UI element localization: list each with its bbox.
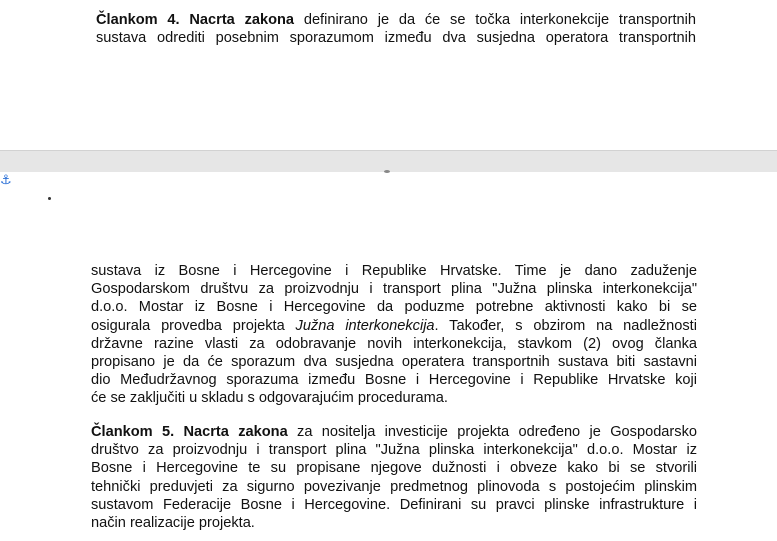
text-line: će se zaključiti u skladu s odgovarajućim procedurama. (91, 390, 448, 407)
text-line: sustava iz Bosne i Hercegovine i Republike Hrvatske. Time je dano zaduženje (91, 263, 697, 279)
scan-speck (384, 170, 390, 173)
text-line: sustava odrediti posebnim sporazumom između dva susjedna operatora transportnih (96, 30, 696, 47)
scan-speck (48, 197, 51, 200)
text-line: način realizacije projekta. (91, 515, 255, 532)
project-name: Južna interkonekcija (295, 317, 435, 334)
text-line (91, 423, 697, 441)
paragraph-continuation (91, 262, 697, 408)
text-run: osigurala provedba projekta (91, 317, 296, 334)
text-line: d.o.o. Mostar iz Bosne i Hercegovine da poduzme potrebne aktivnosti kako bi se (91, 299, 697, 316)
text-line: tehnički preduvjeti za sigurno povezivanje predmetnog plinovoda s postojećim plinskim (91, 478, 697, 495)
text-line: Gospodarskom društvu za proizvodnju i transport plina "Južna plinska interkonekcija" (91, 281, 697, 298)
text-line: društvo za proizvodnju i transport plina "Južna plinska interkonekcija" d.o.o. Mostar iz (91, 442, 697, 459)
text-line: Bosne i Hercegovine te su propisane njegove dužnosti i obveze kako bi se stvorili (91, 460, 697, 477)
text-line: propisano je da će sporazum dva susjedna operatera transportnih sustava biti sastavni (91, 354, 697, 371)
text-line: sustavom Federacije Bosne i Hercegovine. Definirani su pravci plinske infrastrukture i (91, 496, 697, 513)
paragraph-clanak-5 (91, 423, 697, 532)
article-reference: Člankom 4. Nacrta zakona (96, 12, 295, 28)
anchor-icon: ⚓︎ (0, 172, 12, 187)
text-line (91, 317, 697, 335)
article-reference: Člankom 5. Nacrta zakona (91, 424, 288, 440)
paragraph-clanak-4 (96, 11, 696, 47)
text-run: definirano je da će se točka interkonekcije transportnih (294, 12, 696, 28)
text-run: za nositelja investicije projekta određeno je Gospodarsko (287, 424, 697, 440)
text-line: dio Međudržavnog sporazuma između Bosne i Hercegovine i Republike Hrvatske koji (91, 372, 697, 389)
text-line: državne razine vlasti za odobravanje novih interkonekcija, stavkom (2) ovog članka (91, 335, 697, 352)
text-run: . Također, s obzirom na nadležnosti (434, 317, 697, 334)
text-line (96, 11, 696, 29)
